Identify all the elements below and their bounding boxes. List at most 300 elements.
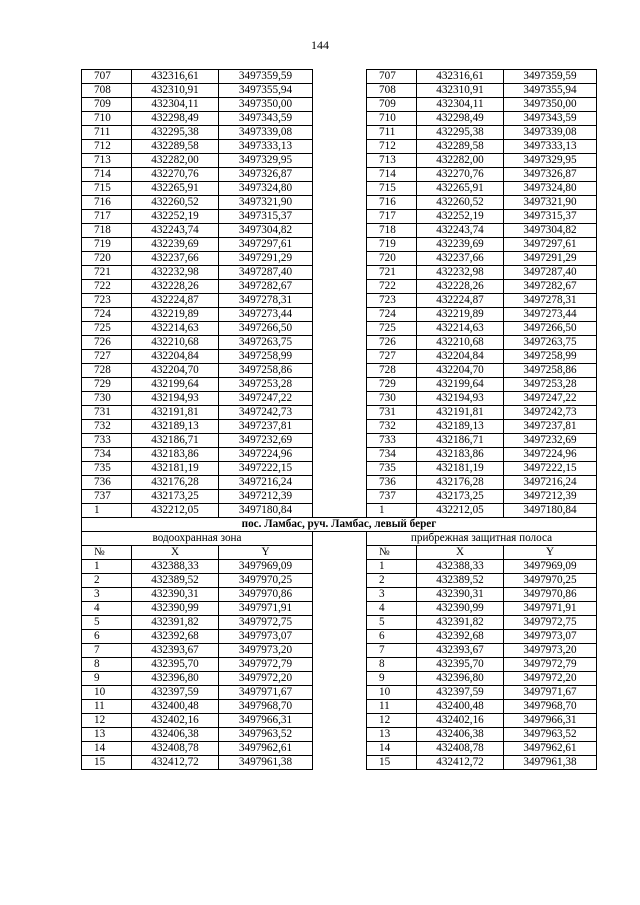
right-x-coordinate: 432396,80 [417,672,504,686]
left-point-number: 717 [82,210,132,224]
left-x-coordinate: 432304,11 [132,98,219,112]
left-point-number: 733 [82,434,132,448]
right-x-coordinate: 432408,78 [417,742,504,756]
left-y-coordinate: 3497212,39 [219,490,313,504]
table-row [82,476,597,490]
column-gap [313,742,367,756]
right-point-number: 712 [367,140,417,154]
left-x-coordinate: 432204,70 [132,364,219,378]
left-point-number: 8 [82,658,132,672]
right-y-coordinate: 3497242,73 [504,406,597,420]
left-point-number: 726 [82,336,132,350]
left-y-coordinate: 3497180,84 [219,504,313,518]
right-point-number: 12 [367,714,417,728]
right-subtitle: прибрежная защитная полоса [367,532,597,546]
left-x-coordinate: 432310,91 [132,84,219,98]
left-point-number: 7 [82,644,132,658]
left-point-number: 713 [82,154,132,168]
right-point-number: 725 [367,322,417,336]
table-row [82,448,597,462]
left-x-coordinate: 432402,16 [132,714,219,728]
right-point-number: 719 [367,238,417,252]
right-x-coordinate: 432295,38 [417,126,504,140]
table-row [82,616,597,630]
left-point-number: 14 [82,742,132,756]
table-row [82,140,597,154]
left-point-number: 732 [82,420,132,434]
right-x-coordinate: 432390,31 [417,588,504,602]
left-x-coordinate: 432265,91 [132,182,219,196]
right-y-coordinate: 3497972,20 [504,672,597,686]
right-y-coordinate: 3497972,79 [504,658,597,672]
right-x-coordinate: 432204,70 [417,364,504,378]
right-x-coordinate: 432316,61 [417,70,504,84]
right-x-coordinate: 432406,38 [417,728,504,742]
left-point-number: 736 [82,476,132,490]
right-y-coordinate: 3497329,95 [504,154,597,168]
right-x-coordinate: 432181,19 [417,462,504,476]
column-gap [313,714,367,728]
right-y-coordinate: 3497970,86 [504,588,597,602]
table-row [82,252,597,266]
column-gap [313,658,367,672]
table-row [82,238,597,252]
column-gap [313,504,367,518]
left-x-coordinate: 432237,66 [132,252,219,266]
left-y-coordinate: 3497263,75 [219,336,313,350]
column-gap [313,168,367,182]
table-row [82,560,597,574]
section-title: пос. Ламбас, руч. Ламбас, левый берег [82,518,597,532]
table-row [82,196,597,210]
left-x-coordinate: 432298,49 [132,112,219,126]
table-row [82,434,597,448]
right-point-number: 729 [367,378,417,392]
right-point-number: 713 [367,154,417,168]
left-x-coordinate: 432181,19 [132,462,219,476]
header-number: № [367,546,417,560]
left-point-number: 735 [82,462,132,476]
left-y-coordinate: 3497253,28 [219,378,313,392]
left-point-number: 723 [82,294,132,308]
left-point-number: 15 [82,756,132,770]
right-y-coordinate: 3497963,52 [504,728,597,742]
right-point-number: 1 [367,504,417,518]
right-y-coordinate: 3497971,91 [504,602,597,616]
right-x-coordinate: 432183,86 [417,448,504,462]
coordinates-table [81,69,597,770]
left-x-coordinate: 432224,87 [132,294,219,308]
column-gap [313,616,367,630]
left-x-coordinate: 432214,63 [132,322,219,336]
right-y-coordinate: 3497291,29 [504,252,597,266]
column-header-row [82,546,597,560]
right-x-coordinate: 432199,64 [417,378,504,392]
right-point-number: 735 [367,462,417,476]
column-gap [313,406,367,420]
column-gap [313,364,367,378]
left-y-coordinate: 3497972,79 [219,658,313,672]
left-y-coordinate: 3497972,20 [219,672,313,686]
left-y-coordinate: 3497350,00 [219,98,313,112]
right-point-number: 724 [367,308,417,322]
table-row [82,98,597,112]
left-point-number: 737 [82,490,132,504]
left-point-number: 3 [82,588,132,602]
right-x-coordinate: 432388,33 [417,560,504,574]
left-x-coordinate: 432232,98 [132,266,219,280]
right-x-coordinate: 432298,49 [417,112,504,126]
left-point-number: 2 [82,574,132,588]
column-gap [313,308,367,322]
left-point-number: 727 [82,350,132,364]
left-y-coordinate: 3497315,37 [219,210,313,224]
table-row [82,294,597,308]
right-x-coordinate: 432228,26 [417,280,504,294]
column-gap [313,420,367,434]
right-point-number: 13 [367,728,417,742]
right-x-coordinate: 432243,74 [417,224,504,238]
left-y-coordinate: 3497973,20 [219,644,313,658]
table-row [82,392,597,406]
left-x-coordinate: 432400,48 [132,700,219,714]
left-y-coordinate: 3497258,99 [219,350,313,364]
left-point-number: 725 [82,322,132,336]
right-point-number: 708 [367,84,417,98]
left-y-coordinate: 3497329,95 [219,154,313,168]
column-gap [313,294,367,308]
table-row [82,224,597,238]
left-point-number: 1 [82,560,132,574]
right-y-coordinate: 3497970,25 [504,574,597,588]
right-y-coordinate: 3497359,59 [504,70,597,84]
left-y-coordinate: 3497282,67 [219,280,313,294]
right-y-coordinate: 3497962,61 [504,742,597,756]
coordinates-table-body [82,70,597,770]
right-point-number: 715 [367,182,417,196]
right-y-coordinate: 3497297,61 [504,238,597,252]
right-y-coordinate: 3497321,90 [504,196,597,210]
left-y-coordinate: 3497258,86 [219,364,313,378]
left-y-coordinate: 3497321,90 [219,196,313,210]
right-y-coordinate: 3497961,38 [504,756,597,770]
left-x-coordinate: 432194,93 [132,392,219,406]
right-x-coordinate: 432186,71 [417,434,504,448]
column-gap [313,196,367,210]
right-point-number: 734 [367,448,417,462]
right-point-number: 718 [367,224,417,238]
left-y-coordinate: 3497237,81 [219,420,313,434]
table-row [82,378,597,392]
right-point-number: 727 [367,350,417,364]
right-y-coordinate: 3497282,67 [504,280,597,294]
right-x-coordinate: 432289,58 [417,140,504,154]
right-point-number: 709 [367,98,417,112]
right-point-number: 717 [367,210,417,224]
left-x-coordinate: 432391,82 [132,616,219,630]
right-point-number: 10 [367,686,417,700]
right-point-number: 726 [367,336,417,350]
left-x-coordinate: 432212,05 [132,504,219,518]
right-point-number: 3 [367,588,417,602]
right-y-coordinate: 3497258,99 [504,350,597,364]
left-point-number: 6 [82,630,132,644]
left-y-coordinate: 3497216,24 [219,476,313,490]
left-y-coordinate: 3497304,82 [219,224,313,238]
table-row [82,406,597,420]
right-y-coordinate: 3497273,44 [504,308,597,322]
subtitle-row [82,532,597,546]
column-gap [313,560,367,574]
right-point-number: 11 [367,700,417,714]
left-point-number: 708 [82,84,132,98]
left-y-coordinate: 3497297,61 [219,238,313,252]
left-x-coordinate: 432189,13 [132,420,219,434]
left-x-coordinate: 432252,19 [132,210,219,224]
left-y-coordinate: 3497963,52 [219,728,313,742]
table-row [82,490,597,504]
left-y-coordinate: 3497222,15 [219,462,313,476]
left-y-coordinate: 3497339,08 [219,126,313,140]
left-y-coordinate: 3497971,91 [219,602,313,616]
left-x-coordinate: 432406,38 [132,728,219,742]
column-gap [313,126,367,140]
column-gap [313,350,367,364]
left-point-number: 4 [82,602,132,616]
column-gap [313,322,367,336]
left-y-coordinate: 3497266,50 [219,322,313,336]
left-y-coordinate: 3497247,22 [219,392,313,406]
left-point-number: 724 [82,308,132,322]
right-point-number: 5 [367,616,417,630]
right-point-number: 722 [367,280,417,294]
column-gap [313,392,367,406]
right-y-coordinate: 3497180,84 [504,504,597,518]
right-x-coordinate: 432232,98 [417,266,504,280]
table-row [82,266,597,280]
left-y-coordinate: 3497242,73 [219,406,313,420]
column-gap [313,112,367,126]
right-y-coordinate: 3497969,09 [504,560,597,574]
table-row [82,322,597,336]
right-point-number: 6 [367,630,417,644]
table-row [82,308,597,322]
right-x-coordinate: 432393,67 [417,644,504,658]
right-x-coordinate: 432237,66 [417,252,504,266]
left-x-coordinate: 432316,61 [132,70,219,84]
left-y-coordinate: 3497273,44 [219,308,313,322]
column-gap [313,266,367,280]
left-x-coordinate: 432186,71 [132,434,219,448]
left-point-number: 712 [82,140,132,154]
left-point-number: 716 [82,196,132,210]
table-row [82,70,597,84]
column-gap [313,70,367,84]
table-row [82,714,597,728]
right-y-coordinate: 3497355,94 [504,84,597,98]
left-x-coordinate: 432239,69 [132,238,219,252]
right-y-coordinate: 3497222,15 [504,462,597,476]
left-y-coordinate: 3497970,86 [219,588,313,602]
left-point-number: 718 [82,224,132,238]
column-gap [313,602,367,616]
left-x-coordinate: 432199,64 [132,378,219,392]
right-y-coordinate: 3497966,31 [504,714,597,728]
page-number: 144 [311,38,329,52]
left-y-coordinate: 3497966,31 [219,714,313,728]
left-x-coordinate: 432270,76 [132,168,219,182]
left-y-coordinate: 3497324,80 [219,182,313,196]
left-x-coordinate: 432397,59 [132,686,219,700]
left-x-coordinate: 432390,99 [132,602,219,616]
right-y-coordinate: 3497324,80 [504,182,597,196]
column-gap [313,98,367,112]
right-y-coordinate: 3497971,67 [504,686,597,700]
right-y-coordinate: 3497343,59 [504,112,597,126]
right-y-coordinate: 3497263,75 [504,336,597,350]
left-point-number: 711 [82,126,132,140]
left-y-coordinate: 3497968,70 [219,700,313,714]
left-x-coordinate: 432395,70 [132,658,219,672]
table-row [82,756,597,770]
column-gap [313,378,367,392]
left-y-coordinate: 3497972,75 [219,616,313,630]
right-point-number: 14 [367,742,417,756]
column-gap [313,574,367,588]
left-x-coordinate: 432295,38 [132,126,219,140]
right-y-coordinate: 3497973,20 [504,644,597,658]
right-y-coordinate: 3497326,87 [504,168,597,182]
left-x-coordinate: 432210,68 [132,336,219,350]
right-y-coordinate: 3497212,39 [504,490,597,504]
left-x-coordinate: 432389,52 [132,574,219,588]
right-y-coordinate: 3497253,28 [504,378,597,392]
table-row [82,574,597,588]
right-point-number: 8 [367,658,417,672]
right-x-coordinate: 432395,70 [417,658,504,672]
left-y-coordinate: 3497962,61 [219,742,313,756]
left-point-number: 10 [82,686,132,700]
table-row [82,126,597,140]
right-point-number: 2 [367,574,417,588]
right-x-coordinate: 432189,13 [417,420,504,434]
left-x-coordinate: 432388,33 [132,560,219,574]
right-x-coordinate: 432219,89 [417,308,504,322]
left-y-coordinate: 3497343,59 [219,112,313,126]
right-x-coordinate: 432210,68 [417,336,504,350]
right-x-coordinate: 432310,91 [417,84,504,98]
left-x-coordinate: 432219,89 [132,308,219,322]
table-row [82,280,597,294]
right-point-number: 730 [367,392,417,406]
right-point-number: 15 [367,756,417,770]
left-x-coordinate: 432393,67 [132,644,219,658]
left-point-number: 730 [82,392,132,406]
right-point-number: 707 [367,70,417,84]
left-x-coordinate: 432392,68 [132,630,219,644]
right-x-coordinate: 432252,19 [417,210,504,224]
left-y-coordinate: 3497359,59 [219,70,313,84]
left-x-coordinate: 432390,31 [132,588,219,602]
right-x-coordinate: 432389,52 [417,574,504,588]
column-gap [313,84,367,98]
column-gap [313,700,367,714]
right-point-number: 720 [367,252,417,266]
left-y-coordinate: 3497970,25 [219,574,313,588]
right-point-number: 9 [367,672,417,686]
right-x-coordinate: 432265,91 [417,182,504,196]
left-x-coordinate: 432228,26 [132,280,219,294]
table-row [82,728,597,742]
right-y-coordinate: 3497339,08 [504,126,597,140]
left-point-number: 709 [82,98,132,112]
left-point-number: 734 [82,448,132,462]
right-x-coordinate: 432270,76 [417,168,504,182]
column-gap [313,182,367,196]
right-point-number: 714 [367,168,417,182]
left-point-number: 715 [82,182,132,196]
column-gap [313,756,367,770]
left-y-coordinate: 3497333,13 [219,140,313,154]
left-x-coordinate: 432191,81 [132,406,219,420]
right-x-coordinate: 432391,82 [417,616,504,630]
right-point-number: 7 [367,644,417,658]
right-point-number: 1 [367,560,417,574]
right-y-coordinate: 3497304,82 [504,224,597,238]
right-point-number: 736 [367,476,417,490]
left-point-number: 731 [82,406,132,420]
right-x-coordinate: 432400,48 [417,700,504,714]
column-gap [313,630,367,644]
left-point-number: 13 [82,728,132,742]
column-gap [313,238,367,252]
right-point-number: 728 [367,364,417,378]
left-point-number: 710 [82,112,132,126]
table-row [82,168,597,182]
column-gap [313,224,367,238]
left-x-coordinate: 432243,74 [132,224,219,238]
column-gap [313,644,367,658]
left-point-number: 707 [82,70,132,84]
right-point-number: 731 [367,406,417,420]
right-x-coordinate: 432260,52 [417,196,504,210]
right-y-coordinate: 3497237,81 [504,420,597,434]
header-x: X [417,546,504,560]
left-y-coordinate: 3497973,07 [219,630,313,644]
left-x-coordinate: 432282,00 [132,154,219,168]
right-point-number: 737 [367,490,417,504]
left-y-coordinate: 3497291,29 [219,252,313,266]
right-x-coordinate: 432214,63 [417,322,504,336]
right-point-number: 723 [367,294,417,308]
column-gap [313,140,367,154]
right-x-coordinate: 432224,87 [417,294,504,308]
left-y-coordinate: 3497287,40 [219,266,313,280]
right-point-number: 721 [367,266,417,280]
column-gap [313,476,367,490]
table-row [82,602,597,616]
column-gap [313,546,367,560]
table-row [82,154,597,168]
right-y-coordinate: 3497224,96 [504,448,597,462]
left-x-coordinate: 432173,25 [132,490,219,504]
table-row [82,504,597,518]
right-point-number: 710 [367,112,417,126]
table-row [82,420,597,434]
left-point-number: 5 [82,616,132,630]
right-y-coordinate: 3497973,07 [504,630,597,644]
right-y-coordinate: 3497258,86 [504,364,597,378]
